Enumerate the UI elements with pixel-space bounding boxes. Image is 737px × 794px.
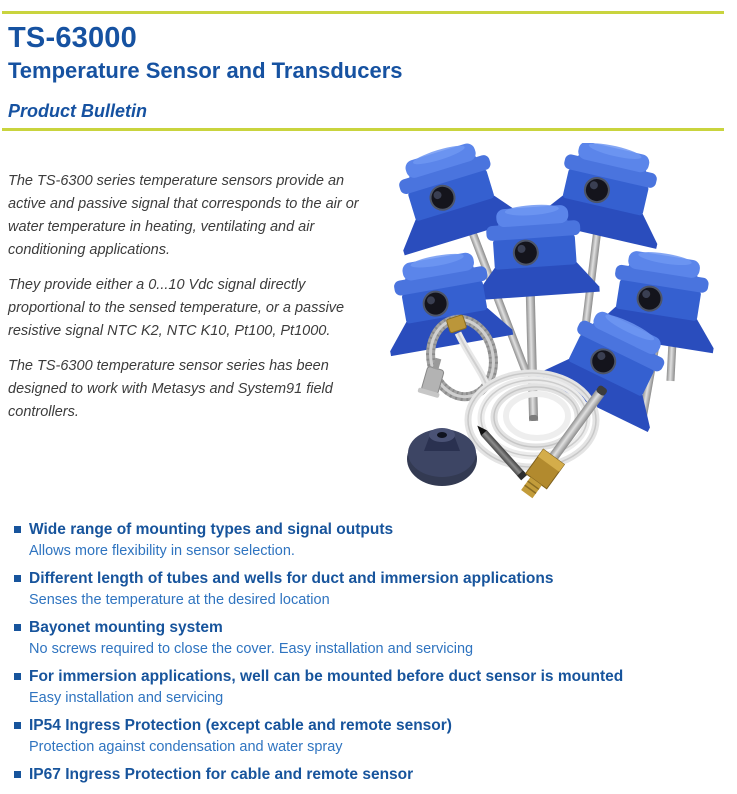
feature-heading: Different length of tubes and wells for duct and immersion applications	[29, 570, 554, 587]
product-photo	[390, 143, 732, 525]
product-photo-illustration	[390, 143, 732, 525]
feature-list	[14, 520, 726, 794]
feature-heading: IP54 Ingress Protection (except cable and remote sensor)	[29, 717, 452, 734]
feature-detail: Easy installation and servicing	[29, 690, 224, 706]
feature-detail: Allows more flexibility in sensor selection.	[29, 543, 295, 559]
feature-item	[14, 716, 726, 756]
intro-paragraph: The TS-6300 temperature sensor series has been designed to work with Metasys and System91 field controllers.	[8, 358, 333, 420]
feature-item	[14, 618, 726, 658]
mounting-disk-icon	[407, 428, 477, 486]
bullet-square-icon	[14, 771, 21, 778]
intro-paragraph: The TS-6300 series temperature sensors provide an active and passive signal that corresponds to the air or water temperature in heating, ventilating and air conditioning applications.	[8, 173, 359, 258]
intro-paragraph: They provide either a 0...10 Vdc signal directly proportional to the sensed temperature, or a passive resistive signal NTC K2, NTC K10, Pt100, Pt1000.	[8, 277, 345, 339]
feature-item	[14, 667, 726, 707]
bullet-square-icon	[14, 526, 21, 533]
bullet-square-icon	[14, 673, 21, 680]
doc-type-label: Product Bulletin	[8, 101, 147, 121]
feature-detail: Protection against condensation and water spray	[29, 739, 343, 755]
header-rule-top	[2, 11, 724, 14]
feature-heading: For immersion applications, well can be mounted before duct sensor is mounted	[29, 668, 624, 685]
feature-heading: IP67 Ingress Protection for cable and remote sensor	[29, 766, 414, 783]
bullet-square-icon	[14, 575, 21, 582]
page-subtitle: Temperature Sensor and Transducers	[8, 58, 403, 83]
header-rule-bottom	[2, 128, 724, 131]
feature-heading: Wide range of mounting types and signal outputs	[29, 521, 394, 538]
feature-heading: Bayonet mounting system	[29, 619, 223, 636]
feature-item	[14, 569, 726, 609]
intro-section	[8, 170, 360, 436]
feature-detail: Senses the temperature at the desired location	[29, 592, 330, 608]
feature-item	[14, 520, 726, 560]
feature-detail: No screws required to close the cover. Easy installation and servicing	[29, 641, 474, 657]
feature-item	[14, 765, 726, 787]
bullet-square-icon	[14, 722, 21, 729]
bullet-square-icon	[14, 624, 21, 631]
page-title: TS-63000	[8, 22, 137, 54]
